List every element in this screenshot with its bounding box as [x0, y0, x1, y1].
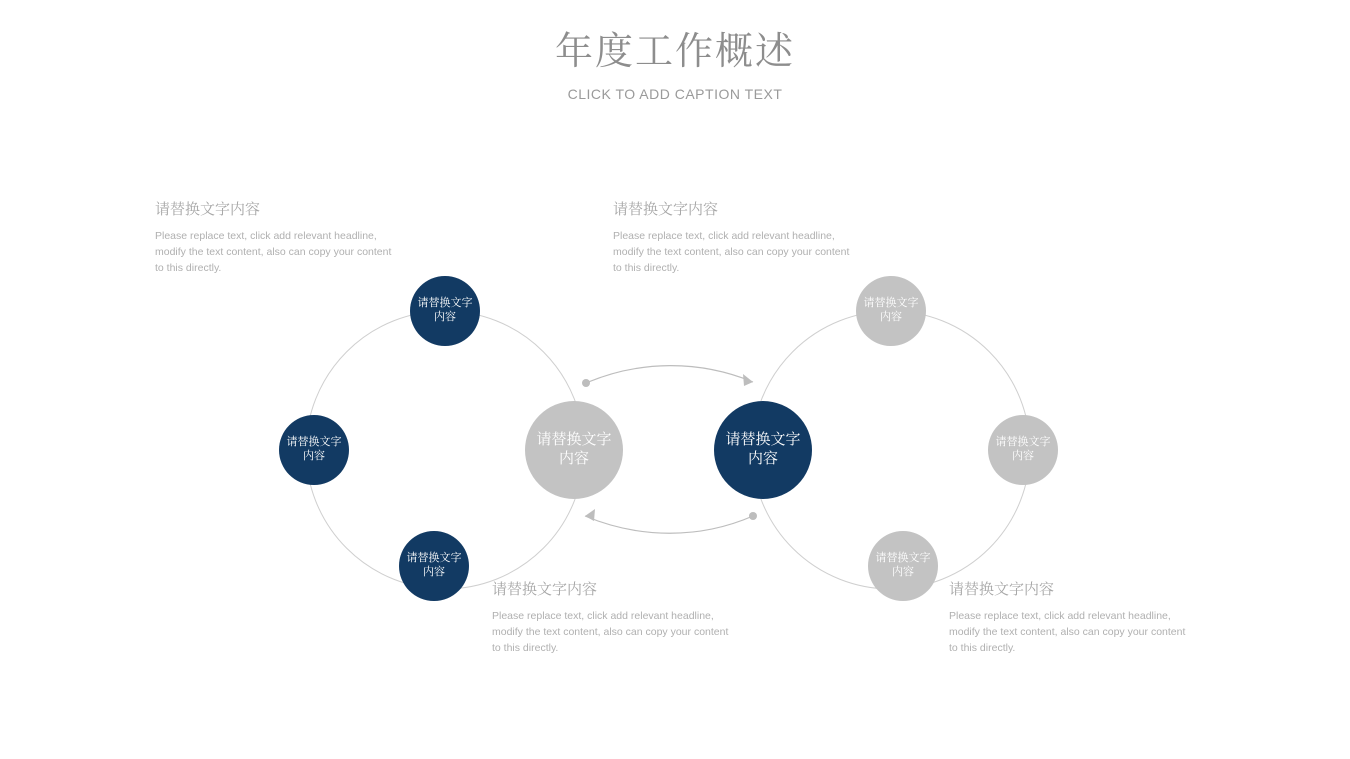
page-title: 年度工作概述 — [554, 31, 795, 73]
bubble-mid-right[interactable] — [988, 415, 1058, 485]
arrow-head-bottom — [585, 509, 595, 521]
hub-left[interactable] — [525, 401, 623, 499]
caption-bottom-left-heading: 请替换文字内容 — [492, 581, 598, 598]
hub-right[interactable] — [714, 401, 812, 499]
bubble-bottom-right[interactable] — [868, 531, 938, 601]
bubble-mid-left[interactable] — [279, 415, 349, 485]
connector-arc-top — [586, 366, 753, 383]
hub-right-label: 请替换文字内容 — [725, 431, 801, 467]
bubble-bottom-left-label: 请替换文字内容 — [406, 552, 462, 578]
caption-top-right — [613, 200, 859, 276]
page-subtitle: CLICK TO ADD CAPTION TEXT — [567, 86, 783, 102]
connector-dot-bottom — [749, 512, 757, 520]
caption-top-left-heading: 请替换文字内容 — [155, 201, 261, 218]
connector-dot-top — [582, 379, 590, 387]
bubble-mid-left-label: 请替换文字内容 — [286, 436, 342, 462]
caption-top-left-body: Please replace text, click add relevant headline, modify the text content, also can copy your content to this directly. — [155, 229, 392, 275]
arrow-head-top — [743, 374, 753, 386]
bubble-top-right-label: 请替换文字内容 — [863, 297, 919, 323]
caption-top-left — [155, 200, 401, 276]
connector-arc-bottom — [585, 516, 753, 533]
bubble-top-right[interactable] — [856, 276, 926, 346]
caption-bottom-right-body: Please replace text, click add relevant headline, modify the text content, also can copy your content to this directly. — [949, 609, 1186, 655]
bubble-bottom-right-label: 请替换文字内容 — [875, 552, 931, 578]
caption-bottom-left-body: Please replace text, click add relevant headline, modify the text content, also can copy your content to this directly. — [492, 609, 729, 655]
caption-bottom-right-heading: 请替换文字内容 — [949, 581, 1055, 598]
bubble-top-left-label: 请替换文字内容 — [417, 297, 473, 323]
caption-top-right-body: Please replace text, click add relevant headline, modify the text content, also can copy your content to this directly. — [613, 229, 850, 275]
caption-bottom-right — [949, 580, 1195, 656]
bubble-bottom-left[interactable] — [399, 531, 469, 601]
bubble-top-left[interactable] — [410, 276, 480, 346]
caption-bottom-left — [492, 580, 738, 656]
hub-left-label: 请替换文字内容 — [536, 431, 612, 467]
bubble-mid-right-label: 请替换文字内容 — [995, 436, 1051, 462]
caption-top-right-heading: 请替换文字内容 — [613, 201, 719, 218]
